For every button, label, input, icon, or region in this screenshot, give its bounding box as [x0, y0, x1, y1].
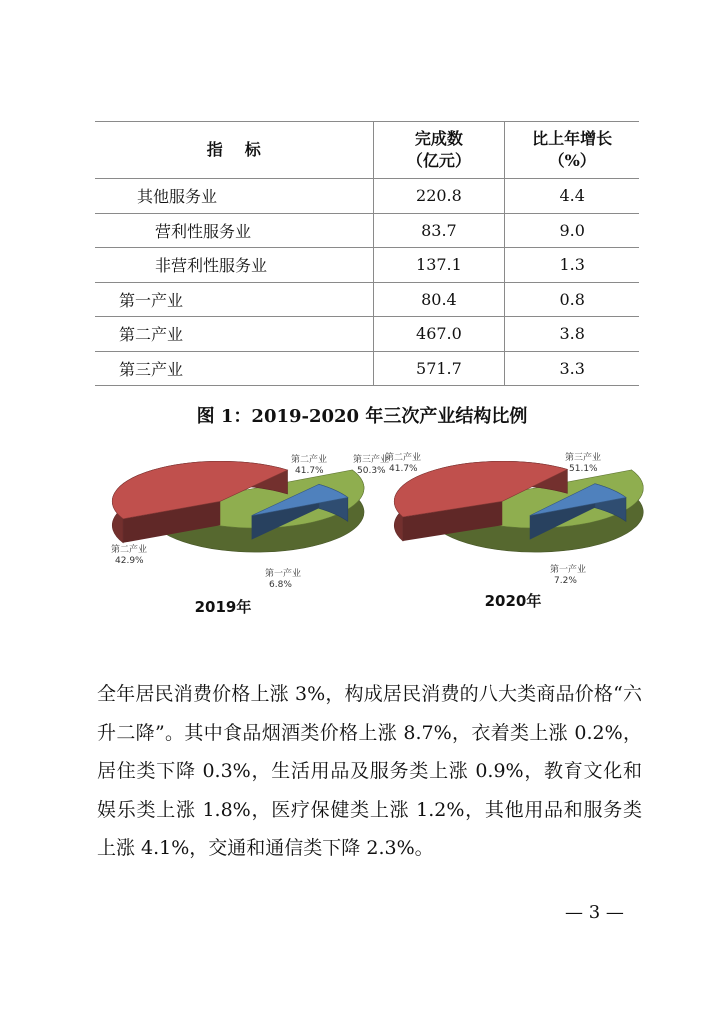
body-paragraph: 全年居民消费价格上涨 3%，构成居民消费的八大类商品价格“六升二降”。其中食品烟酒类价格上涨 8.7%，衣着类上涨 0.2%，居住类下降 0.3%，生活用品及服务类上涨 0.9%，教育文化和娱乐类上涨 1.8%，医疗保健类上涨 1.2%，其他用品和服务类上涨 4.1%，交通和通信类下降 2.3%。 — [97, 683, 642, 859]
row-growth: 9.0 — [505, 213, 639, 248]
table-row — [95, 248, 639, 283]
row-growth: 1.3 — [505, 248, 639, 283]
header-indicator: 指 标 — [95, 122, 373, 179]
row-growth: 3.8 — [505, 317, 639, 352]
table-row — [95, 213, 639, 248]
table-row — [95, 179, 639, 214]
table-row — [95, 317, 639, 352]
figure-title: 图 1：2019-2020 年三次产业结构比例 — [196, 406, 528, 427]
table-row — [95, 282, 639, 317]
slice-value-label: 42.9% — [115, 556, 144, 566]
slice-value-label: 7.2% — [554, 576, 577, 586]
table-header-row — [95, 122, 639, 179]
row-value: 137.1 — [373, 248, 505, 283]
slice-label: 第三产业 — [565, 453, 602, 463]
row-growth: 4.4 — [505, 179, 639, 214]
row-value: 571.7 — [373, 351, 505, 386]
row-value: 220.8 — [373, 179, 505, 214]
slice-label: 第二产业 — [385, 453, 422, 463]
pie-charts — [95, 440, 655, 640]
row-value: 80.4 — [373, 282, 505, 317]
row-growth: 3.3 — [505, 351, 639, 386]
header-completed: 完成数 （亿元） — [373, 122, 505, 179]
slice-label: 第二产业 — [291, 455, 328, 465]
row-name: 第二产业 — [95, 317, 373, 352]
row-name: 其他服务业 — [95, 179, 373, 214]
slice-value-label: 41.7% — [389, 464, 418, 474]
row-name: 非营利性服务业 — [95, 248, 373, 283]
chart-year-title: 2019年 — [194, 598, 252, 616]
row-name: 第三产业 — [95, 351, 373, 386]
page-number: — 3 — — [565, 902, 624, 923]
header-growth: 比上年增长 （%） — [505, 122, 639, 179]
slice-value-label: 50.3% — [357, 466, 386, 476]
row-growth: 0.8 — [505, 282, 639, 317]
slice-label: 第一产业 — [550, 565, 587, 575]
slice-value-label: 41.7% — [295, 466, 324, 476]
slice-label: 第三产业 — [353, 455, 390, 465]
slice-label: 第一产业 — [265, 569, 302, 579]
chart-year-title: 2020年 — [484, 592, 542, 610]
statistics-table — [95, 121, 639, 386]
slice-value-label: 6.8% — [269, 580, 292, 590]
row-name: 第一产业 — [95, 282, 373, 317]
table-row — [95, 351, 639, 386]
slice-label: 第二产业 — [111, 545, 148, 555]
row-value: 83.7 — [373, 213, 505, 248]
row-value: 467.0 — [373, 317, 505, 352]
slice-value-label: 51.1% — [569, 464, 598, 474]
row-name: 营利性服务业 — [95, 213, 373, 248]
